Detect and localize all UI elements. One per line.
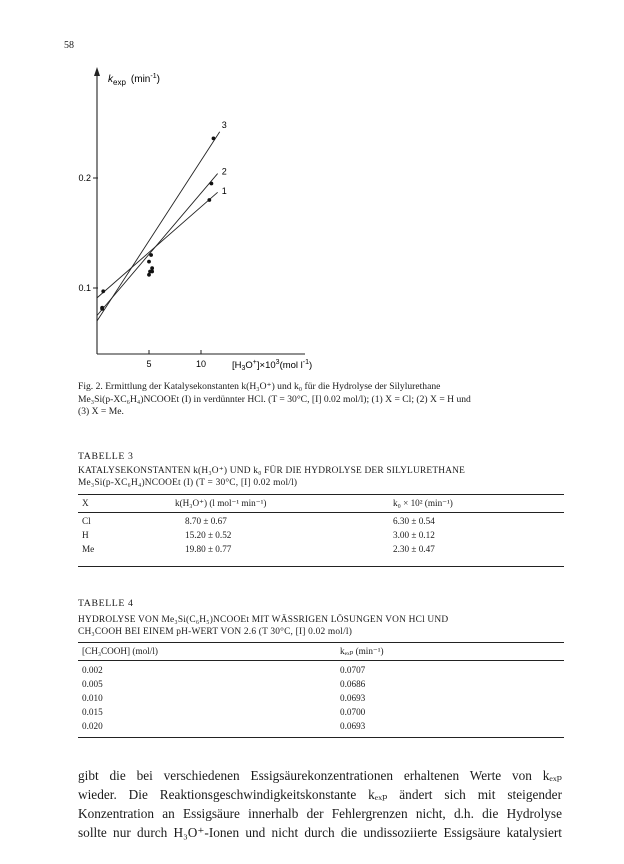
- caption-line: Fig. 2. Ermittlung der Katalysekonstanten k(H₃O⁺) und k₀ für die Hydrolyse der Silylurethane: [78, 381, 441, 392]
- caption-line: Me₃Si(p-XC₆H₄)NCOOEt (I) in verdünnter HCl. (T = 30°C, [I] 0.02 mol/l); (1) X = Cl; (2) X = H und: [78, 393, 471, 405]
- table3-cell: Me: [82, 544, 95, 554]
- table4-cell: 0.010: [82, 693, 103, 703]
- table3-cell: 8.70 ± 0.67: [185, 516, 227, 526]
- data-point: [150, 266, 154, 270]
- kinetics-figure: [60, 62, 350, 372]
- figure-caption: [78, 381, 568, 419]
- body-line: wieder. Die Reaktionsgeschwindigkeitskonstante kₑₓₚ ändert sich mit steigender: [78, 787, 562, 802]
- x-axis-label: $[H_3O^+]\times 10^3(mol$ $l^{-1}$): [232, 359, 313, 372]
- table3-title-line: Me₃Si(p-XC₆H₄)NCOOEt (I) (T = 30°C, [I] 0.02 mol/l): [78, 478, 298, 488]
- data-point: [207, 198, 211, 202]
- table4-cell: 0.0693: [340, 693, 366, 703]
- y-tick-label: 0.1: [78, 283, 91, 293]
- table3-cell: 19.80 ± 0.77: [185, 544, 232, 554]
- table4-label: TABELLE 4: [78, 598, 134, 609]
- table4-cell: 0.0686: [340, 679, 366, 689]
- body-line: sollte nur durch H₃O⁺-Ionen und nicht durch die undissoziierte Essigsäure katalysiert: [78, 825, 562, 840]
- table4-cell: 0.0707: [340, 665, 366, 675]
- table4-rule-top: [78, 642, 564, 643]
- table3-cell: 15.20 ± 0.52: [185, 530, 232, 540]
- table4-rule-bottom: [78, 737, 564, 738]
- table3-cell: 3.00 ± 0.12: [393, 530, 435, 540]
- table4-cell: 0.005: [82, 679, 103, 689]
- fit-lines: [97, 132, 220, 321]
- table4-cell: 0.0700: [340, 707, 366, 717]
- table3-cell: H: [82, 530, 89, 540]
- body-line: Konzentration an Essigsäure innerhalb der Fehlergrenzen nicht, d.h. die Hydrolyse: [78, 806, 562, 821]
- y-axis-arrow: [94, 67, 100, 76]
- x-tick-label: 10: [195, 359, 207, 369]
- data-point: [150, 270, 154, 274]
- page-number: 58: [64, 40, 74, 51]
- table3-title-line: KATALYSEKONSTANTEN k(H₃O⁺) UND k₀ FÜR DIE HYDROLYSE DER SILYLURETHANE: [78, 466, 466, 476]
- table4-title-line: CH₃COOH BEI EINEM pH-WERT VON 2.6 (T 30°C, [I] 0.02 mol/l): [78, 627, 353, 637]
- table4-rule-mid: [78, 660, 564, 661]
- table3-header-x: X: [82, 498, 89, 508]
- data-points: [100, 137, 215, 311]
- table3-header-k0: k₀ × 10² (min⁻¹): [393, 498, 453, 508]
- table3-cell: Cl: [82, 516, 91, 526]
- table3-title: [78, 465, 564, 489]
- table3-rule-mid: [78, 512, 564, 513]
- table4-cell: 0.002: [82, 665, 103, 675]
- axis-labels: [108, 73, 312, 372]
- data-point: [100, 306, 104, 310]
- table4-cell: 0.020: [82, 721, 103, 731]
- plot-axes: [78, 67, 305, 369]
- table3-rule-top: [78, 494, 564, 495]
- table4-title-line: HYDROLYSE VON Me₃Si(C₆H₅)NCOOEt MIT WÄSSRIGEN LÖSUNGEN VON HCl UND: [78, 615, 449, 625]
- fit-line-1: [97, 192, 218, 298]
- data-point: [101, 289, 105, 293]
- body-paragraph: [78, 766, 562, 842]
- data-point: [212, 137, 216, 141]
- series-label: 1: [221, 186, 227, 197]
- data-point: [210, 182, 214, 186]
- table4-header-kexp: kₑₓₚ (min⁻¹): [340, 646, 384, 656]
- table3-header-kh3o: k(H₃O⁺) (l mol⁻¹ min⁻¹): [175, 498, 267, 508]
- data-point: [149, 253, 153, 257]
- table4-cell: 0.0693: [340, 721, 366, 731]
- data-point: [147, 273, 151, 277]
- series-label: 2: [221, 166, 227, 177]
- y-tick-label: 0.2: [78, 173, 91, 183]
- data-point: [147, 260, 151, 264]
- table4-cell: 0.015: [82, 707, 103, 717]
- body-line: gibt die bei verschiedenen Essigsäurekonzentrationen erhaltenen Werte von kₑₓₚ: [78, 768, 562, 783]
- table3-cell: 2.30 ± 0.47: [393, 544, 435, 554]
- y-axis-label: $k_{exp}$ $(\min^{-1})$: [108, 73, 160, 87]
- x-tick-label: 5: [146, 359, 152, 369]
- table4-title: [78, 614, 564, 638]
- caption-line: (3) X = Me.: [78, 406, 124, 417]
- table3-label: TABELLE 3: [78, 451, 134, 462]
- table3-cell: 6.30 ± 0.54: [393, 516, 435, 526]
- table3-rule-bottom: [78, 566, 564, 567]
- table4-header-conc: [CH₃COOH] (mol/l): [82, 646, 158, 656]
- fit-line-3: [97, 132, 220, 321]
- series-label: 3: [221, 120, 227, 131]
